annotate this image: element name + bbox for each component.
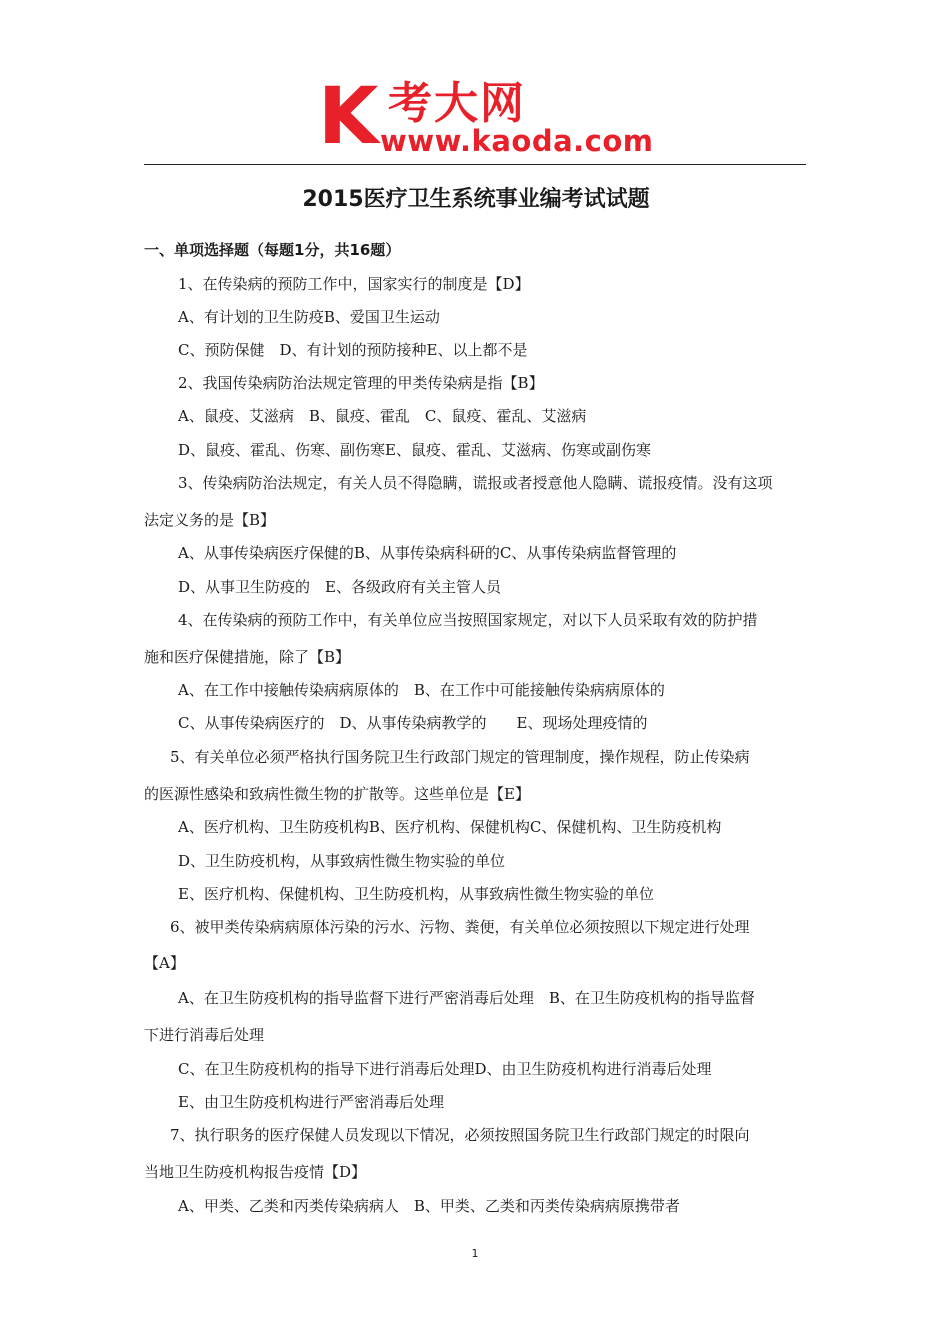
text-line: D、鼠疫、霍乱、伤寒、副伤寒E、鼠疫、霍乱、艾滋病、伤寒或副伤寒 — [178, 441, 651, 459]
text-line: 的医源性感染和致病性微生物的扩散等。这些单位是【E】 — [144, 785, 530, 803]
text-line: A、在工作中接触传染病病原体的 B、在工作中可能接触传染病病原体的 — [178, 681, 665, 699]
page-number: 1 — [471, 1247, 479, 1260]
text-line: 施和医疗保健措施，除了【B】 — [144, 648, 351, 666]
text-line: 4、在传染病的预防工作中，有关单位应当按照国家规定，对以下人员采取有效的防护措 — [178, 611, 758, 629]
text-line: C、预防保健 D、有计划的预防接种E、以上都不是 — [178, 341, 528, 359]
text-line: A、鼠疫、艾滋病 B、鼠疫、霍乱 C、鼠疫、霍乱、艾滋病 — [178, 407, 587, 425]
document-title: 2015医疗卫生系统事业编考试试题 — [302, 187, 650, 212]
text-line: 【A】 — [144, 954, 185, 972]
text-line: 法定义务的是【B】 — [144, 511, 276, 529]
text-line: A、有计划的卫生防疫B、爱国卫生运动 — [178, 308, 440, 326]
text-line: A、在卫生防疫机构的指导监督下进行严密消毒后处理 B、在卫生防疫机构的指导监督 — [178, 989, 755, 1007]
section-heading: 一、单项选择题（每题1分，共16题） — [144, 241, 401, 259]
text-line: C、在卫生防疫机构的指导下进行消毒后处理D、由卫生防疫机构进行消毒后处理 — [178, 1060, 712, 1078]
text-line: D、从事卫生防疫的 E、各级政府有关主管人员 — [178, 578, 501, 596]
text-line: D、卫生防疫机构，从事致病性微生物实验的单位 — [178, 852, 506, 870]
text-line: E、由卫生防疫机构进行严密消毒后处理 — [178, 1093, 444, 1111]
text-line: E、医疗机构、保健机构、卫生防疫机构，从事致病性微生物实验的单位 — [178, 885, 654, 903]
text-line: 5、有关单位必须严格执行国务院卫生行政部门规定的管理制度，操作规程，防止传染病 — [170, 748, 750, 766]
logo-chinese-name: 考大网 — [388, 78, 526, 129]
text-line: 1、在传染病的预防工作中，国家实行的制度是【D】 — [178, 275, 530, 293]
text-line: A、从事传染病医疗保健的B、从事传染病科研的C、从事传染病监督管理的 — [178, 544, 677, 562]
logo-k-mark: K — [318, 72, 377, 162]
text-line: 当地卫生防疫机构报告疫情【D】 — [144, 1163, 367, 1181]
header-divider — [144, 164, 806, 165]
text-line: 2、我国传染病防治法规定管理的甲类传染病是指【B】 — [178, 374, 544, 392]
text-line: A、甲类、乙类和丙类传染病病人 B、甲类、乙类和丙类传染病病原携带者 — [178, 1197, 680, 1215]
text-line: 3、传染病防治法规定，有关人员不得隐瞒，谎报或者授意他人隐瞒、谎报疫情。没有这项 — [178, 474, 773, 492]
text-line: C、从事传染病医疗的 D、从事传染病教学的 E、现场处理疫情的 — [178, 714, 648, 732]
kaoda-logo — [318, 72, 654, 162]
text-line: 7、执行职务的医疗保健人员发现以下情况，必须按照国务院卫生行政部门规定的时限向 — [170, 1126, 750, 1144]
logo-url: www.kaoda.com — [380, 124, 654, 158]
text-line: 6、被甲类传染病病原体污染的污水、污物、粪便，有关单位必须按照以下规定进行处理 — [170, 918, 750, 936]
text-line: 下进行消毒后处理 — [144, 1026, 265, 1044]
text-line: A、医疗机构、卫生防疫机构B、医疗机构、保健机构C、保健机构、卫生防疫机构 — [178, 818, 722, 836]
